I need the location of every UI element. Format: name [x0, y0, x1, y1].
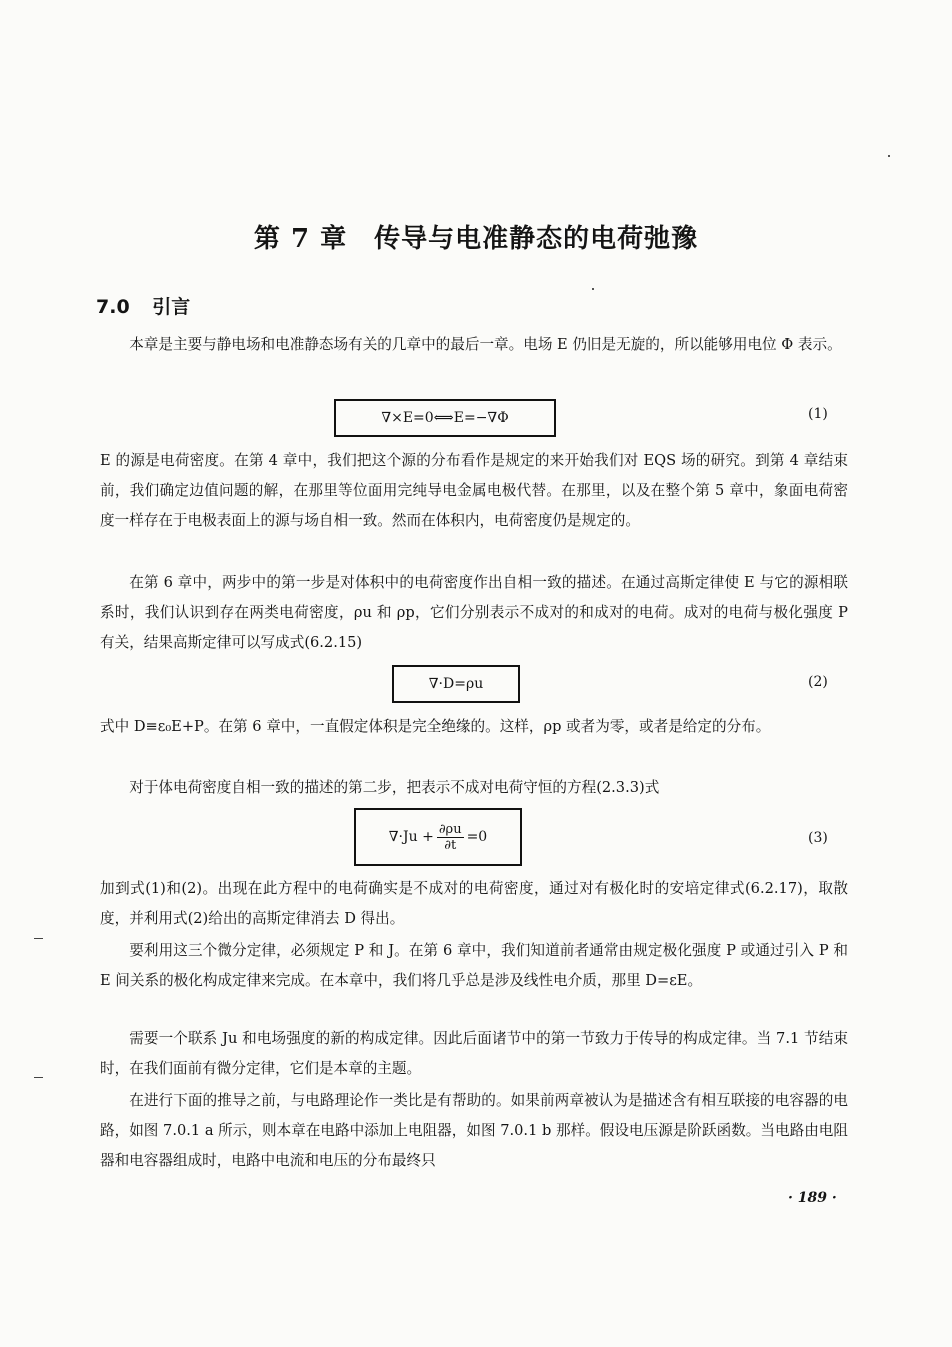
paragraph-8: 需要一个联系 Ju 和电场强度的新的构成定律。因此后面诸节中的第一节致力于传导的构成定律。当 7.1 节结束时，在我们面前有微分定律，它们是本章的主题。	[100, 1030, 848, 1077]
equation-2-number: (2)	[808, 674, 828, 690]
scan-speck	[592, 288, 594, 290]
margin-mark	[34, 938, 43, 939]
equation-3-rhs: =0	[466, 829, 488, 845]
margin-mark	[34, 1077, 43, 1078]
page-number: · 189 ·	[788, 1190, 837, 1206]
paragraph-1: 本章是主要与静电场和电准静态场有关的几章中的最后一章。电场 E 仍旧是无旋的，所以能够用电位 Φ 表示。	[129, 336, 842, 353]
equation-2-box	[392, 665, 520, 703]
paragraph-9: 在进行下面的推导之前，与电路理论作一类比是有帮助的。如果前两章被认为是描述含有相互联接的电容器的电路，如图 7.0.1 a 所示，则本章在电路中添加上电阻器，如图 7.0.1 b 那样。假设电压源是阶跃函数。当电路由电阻器和电容器组成时，电路中电流和电压的分布最终只	[100, 1092, 848, 1169]
paragraph-3: 在第 6 章中，两步中的第一步是对体积中的电荷密度作出自相一致的描述。在通过高斯定律使 E 与它的源相联系时，我们认识到存在两类电荷密度，ρu 和 ρp，它们分别表示不成对的和成对的电荷。成对的电荷与极化强度 P 有关，结果高斯定律可以写成式(6.2.15)	[100, 574, 848, 651]
section-number: 7.0	[96, 296, 130, 318]
equation-3-number: (3)	[808, 830, 828, 846]
equation-1: ∇×E=0⟺E=−∇Φ	[381, 410, 509, 426]
equation-3-fraction	[437, 822, 464, 853]
paragraph-2: E 的源是电荷密度。在第 4 章中，我们把这个源的分布看作是规定的来开始我们对 EQS 场的研究。到第 4 章结束前，我们确定边值问题的解，在那里等位面用完纯导电金属电极代替。在那里，以及在整个第 5 章中，象面电荷密度一样存在于电极表面上的源与场自相一致。然而在体积内，电荷密度仍是规定的。	[100, 452, 848, 529]
equation-1-number: (1)	[808, 406, 828, 422]
scan-speck	[888, 155, 890, 157]
equation-2: ∇·D=ρu	[428, 676, 484, 692]
section-title: 引言	[152, 296, 191, 318]
equation-3-box	[354, 808, 522, 866]
paragraph-5: 对于体电荷密度自相一致的描述的第二步，把表示不成对电荷守恒的方程(2.3.3)式	[129, 779, 660, 796]
equation-3-lhs: ∇·Ju +	[388, 829, 434, 845]
equation-3-denominator: ∂t	[444, 837, 457, 853]
paragraph-6: 加到式(1)和(2)。出现在此方程中的电荷确实是不成对的电荷密度，通过对有极化时的安培定律式(6.2.17)，取散度，并利用式(2)给出的高斯定律消去 D 得出。	[100, 880, 848, 927]
equation-1-box	[334, 399, 556, 437]
paragraph-7: 要利用这三个微分定律，必须规定 P 和 J。在第 6 章中，我们知道前者通常由规定极化强度 P 或通过引入 P 和 E 间关系的极化构成定律来完成。在本章中，我们将几乎总是涉及线性电介质，那里 D=εE。	[100, 942, 848, 989]
chapter-title: 第 7 章 传导与电准静态的电荷弛豫	[253, 224, 699, 254]
equation-3-numerator: ∂ρu	[438, 821, 462, 837]
paragraph-4: 式中 D≡ε₀E+P。在第 6 章中，一直假定体积是完全绝缘的。这样，ρp 或者为零，或者是给定的分布。	[100, 718, 771, 735]
section-heading	[96, 292, 190, 319]
